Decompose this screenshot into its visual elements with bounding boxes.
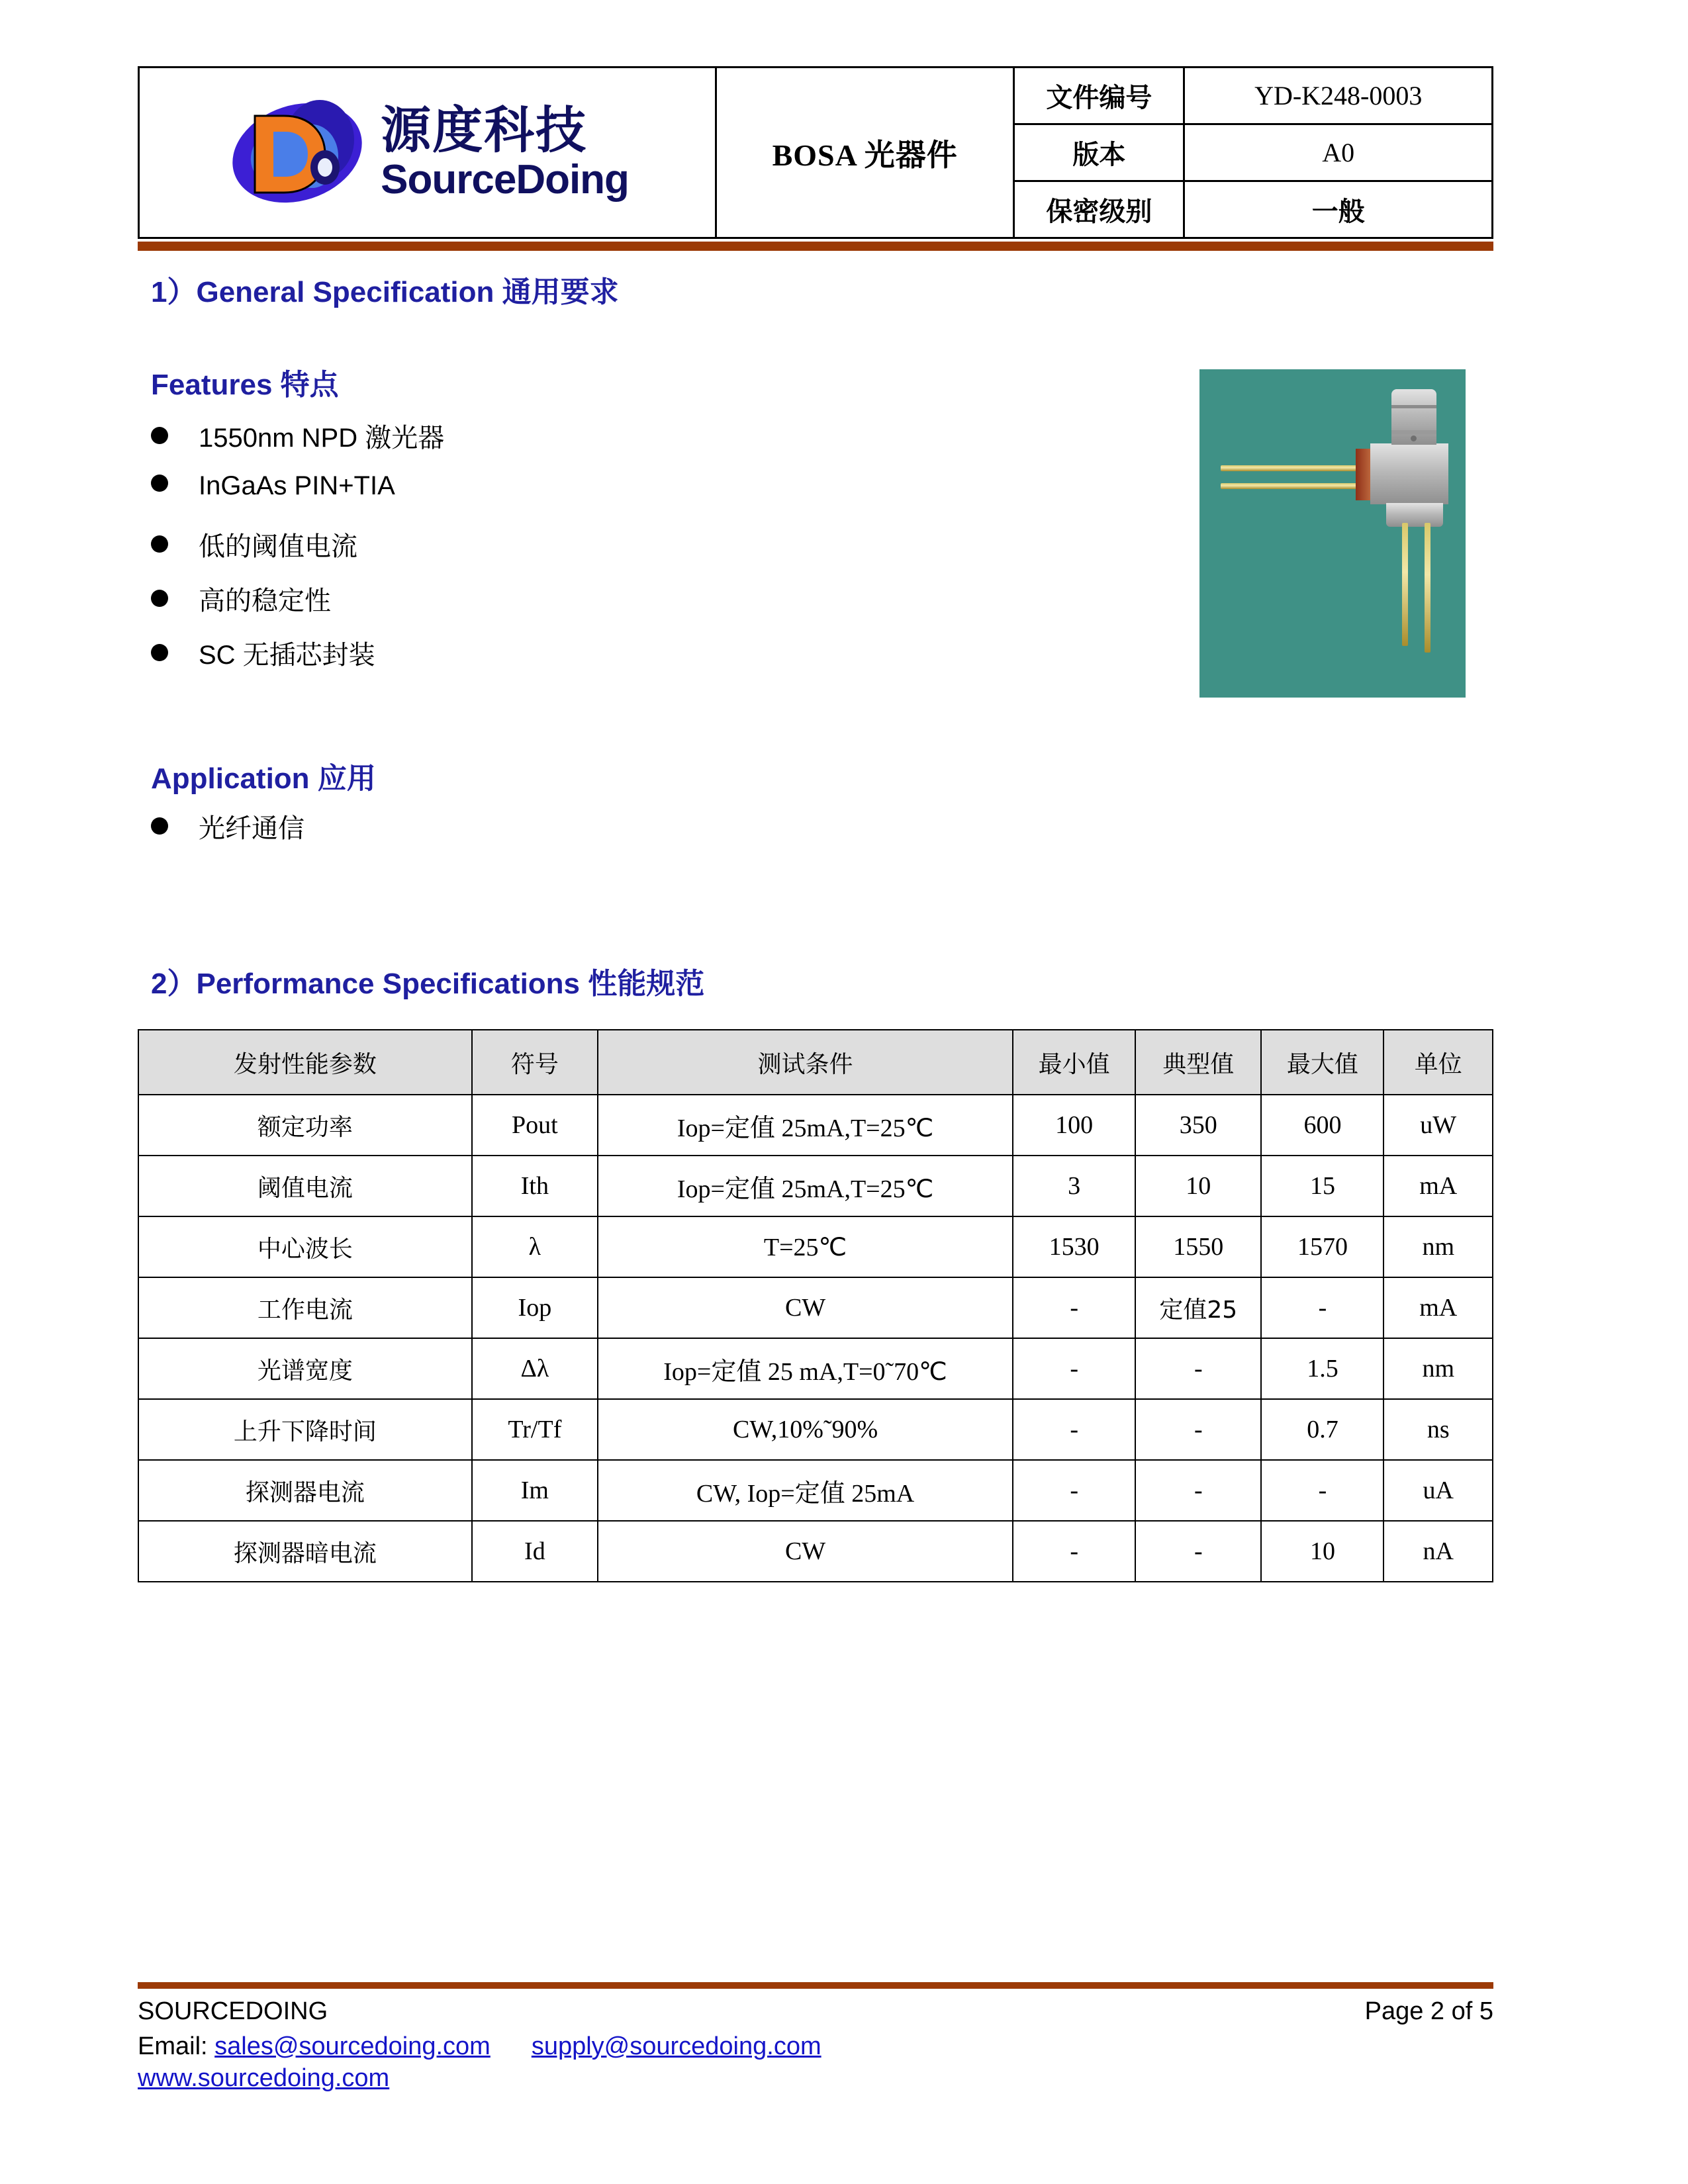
list-item [151,417,444,471]
cell-condition: CW,10%˜90% [598,1399,1013,1460]
cell-symbol: Tr/Tf [472,1399,598,1460]
feature-label: 低的阈值电流 [199,532,357,561]
cell-unit: nm [1383,1216,1493,1277]
section-heading-general-specification: 1）General Specification 通用要求 [151,275,619,309]
cell-max: 0.7 [1261,1399,1383,1460]
cell-unit: mA [1383,1277,1493,1338]
cell-unit: nm [1383,1338,1493,1399]
cell-condition: T=25℃ [598,1216,1013,1277]
list-item [151,634,444,688]
footer-divider-rule [138,1982,1493,1989]
meta-value-version: A0 [1184,124,1493,181]
table-row [138,1521,1493,1582]
cell-max: - [1261,1460,1383,1521]
cell-typ: 定值25 [1135,1277,1261,1338]
cell-unit: ns [1383,1399,1493,1460]
cell-parameter: 上升下降时间 [138,1399,472,1460]
table-row [138,1216,1493,1277]
cell-max: 1570 [1261,1216,1383,1277]
table-row [138,1095,1493,1156]
cell-min: 100 [1013,1095,1135,1156]
table-row [138,1156,1493,1216]
section-heading-application: Application 应用 [151,762,376,796]
footer-email-supply-link[interactable]: supply@sourcedoing.com [531,2032,821,2060]
document-title-cell [716,68,1014,238]
list-item [151,525,444,580]
cell-condition: CW, Iop=定值 25mA [598,1460,1013,1521]
cell-typ: - [1135,1338,1261,1399]
footer-email-label: Email: [138,2032,208,2060]
cell-symbol: Iop [472,1277,598,1338]
cell-parameter: 阈值电流 [138,1156,472,1216]
logo-english-name: SourceDoing [381,156,629,203]
cell-min: - [1013,1399,1135,1460]
cell-min: - [1013,1521,1135,1582]
cell-symbol: λ [472,1216,598,1277]
bullet-dot-icon [151,535,168,553]
feature-label: 1550nm NPD 激光器 [199,424,445,453]
cell-min: 3 [1013,1156,1135,1216]
list-item [151,580,444,634]
cell-parameter: 中心波长 [138,1216,472,1277]
column-header-symbol: 符号 [472,1030,598,1095]
meta-value-confidentiality: 一般 [1184,181,1493,238]
cell-condition: Iop=定值 25mA,T=25℃ [598,1156,1013,1216]
list-item [151,807,305,862]
column-header-min: 最小值 [1013,1030,1135,1095]
document-header [138,66,1493,239]
cell-symbol: Im [472,1460,598,1521]
cell-condition: CW [598,1277,1013,1338]
document-title: BOSA 光器件 [772,138,958,172]
sourcedoing-logo-icon [226,93,371,212]
column-header-max: 最大值 [1261,1030,1383,1095]
features-list [151,417,444,688]
cell-symbol: Δλ [472,1338,598,1399]
cell-min: 1530 [1013,1216,1135,1277]
header-divider-rule [138,242,1493,251]
header-table [138,66,1493,239]
cell-max: 15 [1261,1156,1383,1216]
bullet-dot-icon [151,817,168,835]
table-row [138,1460,1493,1521]
product-photo [1199,369,1466,698]
document-footer [138,1995,1493,2095]
section-heading-features: Features 特点 [151,368,339,402]
table-header-row [138,1030,1493,1095]
application-list [151,807,305,862]
bullet-dot-icon [151,644,168,661]
cell-typ: - [1135,1399,1261,1460]
performance-spec-table [138,1029,1493,1582]
cell-max: 1.5 [1261,1338,1383,1399]
logo-chinese-name: 源度科技 [381,100,588,159]
feature-label: InGaAs PIN+TIA [199,471,395,500]
cell-unit: uW [1383,1095,1493,1156]
feature-label: 高的稳定性 [199,586,331,615]
table-row [138,1277,1493,1338]
column-header-typ: 典型值 [1135,1030,1261,1095]
cell-symbol: Id [472,1521,598,1582]
meta-value-doc-number: YD-K248-0003 [1184,68,1493,124]
footer-email-sales-link[interactable]: sales@sourcedoing.com [214,2032,491,2060]
cell-max: 10 [1261,1521,1383,1582]
footer-page-number: Page 2 of 5 [1364,1997,1493,2025]
cell-typ: - [1135,1521,1261,1582]
cell-symbol: Pout [472,1095,598,1156]
table-row [138,1338,1493,1399]
cell-max: 600 [1261,1095,1383,1156]
cell-parameter: 光谱宽度 [138,1338,472,1399]
table-row [138,1399,1493,1460]
cell-min: - [1013,1277,1135,1338]
column-header-parameter: 发射性能参数 [138,1030,472,1095]
cell-min: - [1013,1460,1135,1521]
cell-unit: uA [1383,1460,1493,1521]
list-item [151,471,444,525]
cell-typ: 350 [1135,1095,1261,1156]
bullet-dot-icon [151,590,168,607]
cell-condition: Iop=定值 25 mA,T=0˜70℃ [598,1338,1013,1399]
cell-min: - [1013,1338,1135,1399]
meta-key-version: 版本 [1014,124,1184,181]
cell-typ: - [1135,1460,1261,1521]
footer-company-name: SOURCEDOING [138,1997,328,2025]
section-heading-performance-specifications: 2）Performance Specifications 性能规范 [151,967,705,1001]
cell-unit: nA [1383,1521,1493,1582]
cell-unit: mA [1383,1156,1493,1216]
cell-condition: CW [598,1521,1013,1582]
cell-typ: 10 [1135,1156,1261,1216]
column-header-test-condition: 测试条件 [598,1030,1013,1095]
cell-condition: Iop=定值 25mA,T=25℃ [598,1095,1013,1156]
footer-website-link[interactable]: www.sourcedoing.com [138,2064,390,2093]
column-header-unit: 单位 [1383,1030,1493,1095]
cell-symbol: Ith [472,1156,598,1216]
cell-parameter: 工作电流 [138,1277,472,1338]
application-label: 光纤通信 [199,814,305,843]
performance-spec-table-wrapper [138,1029,1493,1582]
logo-cell [139,68,716,238]
cell-parameter: 探测器暗电流 [138,1521,472,1582]
meta-key-confidentiality: 保密级别 [1014,181,1184,238]
bullet-dot-icon [151,427,168,444]
cell-typ: 1550 [1135,1216,1261,1277]
meta-key-doc-number: 文件编号 [1014,68,1184,124]
feature-label: SC 无插芯封装 [199,641,375,670]
cell-parameter: 探测器电流 [138,1460,472,1521]
bullet-dot-icon [151,475,168,492]
cell-parameter: 额定功率 [138,1095,472,1156]
cell-max: - [1261,1277,1383,1338]
